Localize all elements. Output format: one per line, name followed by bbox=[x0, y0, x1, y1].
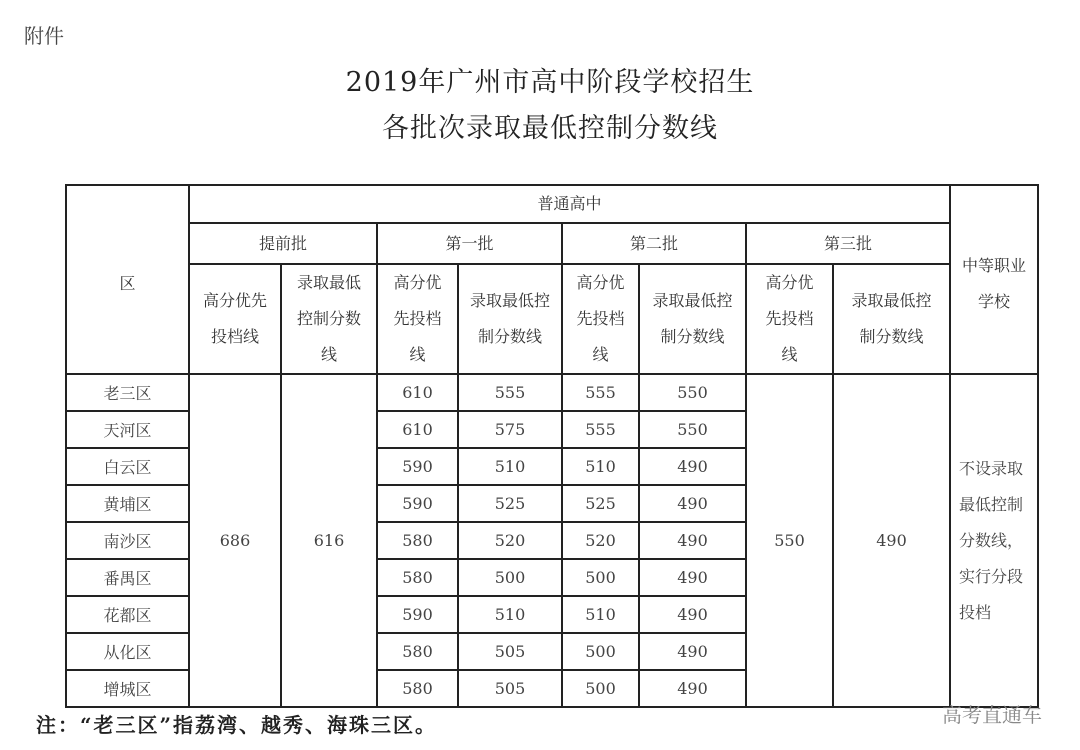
b2-high-cell: 500 bbox=[562, 633, 639, 670]
b2-min-cell: 490 bbox=[639, 485, 746, 522]
b2-min-cell: 490 bbox=[639, 522, 746, 559]
vocational-note-text: 不设录取最低控制分数线，实行分段投档 bbox=[959, 458, 1024, 622]
district-cell: 南沙区 bbox=[66, 522, 189, 559]
b2-min-header-text: 录取最低控制分数线 bbox=[652, 291, 733, 346]
b2-high-header bbox=[562, 264, 639, 374]
b2-min-cell: 550 bbox=[639, 411, 746, 448]
district-cell: 黄埔区 bbox=[66, 485, 189, 522]
general-high-school-header: 普通高中 bbox=[189, 185, 950, 223]
district-cell: 番禺区 bbox=[66, 559, 189, 596]
b2-min-cell: 550 bbox=[639, 374, 746, 411]
b2-high-cell: 510 bbox=[562, 596, 639, 633]
b1-high-cell: 610 bbox=[377, 411, 458, 448]
b3-high-value: 550 bbox=[746, 374, 833, 707]
b1-high-header bbox=[377, 264, 458, 374]
b3-high-header bbox=[746, 264, 833, 374]
early-min-value: 616 bbox=[281, 374, 377, 707]
b2-min-cell: 490 bbox=[639, 559, 746, 596]
b1-min-header bbox=[458, 264, 562, 374]
b2-high-header-text: 高分优先投档线 bbox=[576, 273, 625, 364]
b1-high-header-text: 高分优先投档线 bbox=[393, 273, 442, 364]
document-title-line1: 2019年广州市高中阶段学校招生 bbox=[345, 67, 755, 98]
area-header: 区 bbox=[66, 185, 189, 374]
b1-min-cell: 510 bbox=[458, 448, 562, 485]
early-high-header bbox=[189, 264, 281, 374]
b1-min-header-text: 录取最低控制分数线 bbox=[469, 291, 550, 346]
b2-min-cell: 490 bbox=[639, 670, 746, 707]
watermark: 高考直通车 bbox=[942, 703, 1042, 727]
b2-min-cell: 490 bbox=[639, 596, 746, 633]
batch-1-header: 第一批 bbox=[377, 223, 562, 264]
b3-high-header-text: 高分优先投档线 bbox=[765, 273, 814, 364]
b1-min-cell: 505 bbox=[458, 633, 562, 670]
district-cell: 从化区 bbox=[66, 633, 189, 670]
b1-min-cell: 505 bbox=[458, 670, 562, 707]
b2-high-cell: 500 bbox=[562, 559, 639, 596]
vocational-header bbox=[950, 185, 1038, 374]
b1-min-cell: 520 bbox=[458, 522, 562, 559]
batch-3-header: 第三批 bbox=[746, 223, 950, 264]
early-min-header bbox=[281, 264, 377, 374]
b2-high-cell: 555 bbox=[562, 374, 639, 411]
vocational-header-text: 中等职业学校 bbox=[961, 256, 1026, 311]
b1-high-cell: 590 bbox=[377, 485, 458, 522]
b2-high-cell: 520 bbox=[562, 522, 639, 559]
b1-high-cell: 580 bbox=[377, 670, 458, 707]
b1-high-cell: 610 bbox=[377, 374, 458, 411]
b3-min-header-text: 录取最低控制分数线 bbox=[851, 291, 932, 346]
b2-high-cell: 525 bbox=[562, 485, 639, 522]
vocational-note bbox=[950, 374, 1038, 707]
district-cell: 天河区 bbox=[66, 411, 189, 448]
early-high-header-text: 高分优先投档线 bbox=[202, 291, 267, 346]
b2-min-cell: 490 bbox=[639, 448, 746, 485]
b2-high-cell: 555 bbox=[562, 411, 639, 448]
batch-2-header: 第二批 bbox=[562, 223, 746, 264]
early-min-header-text: 录取最低控制分数线 bbox=[296, 273, 361, 364]
b2-min-header bbox=[639, 264, 746, 374]
score-table bbox=[65, 184, 1039, 708]
b1-high-cell: 580 bbox=[377, 559, 458, 596]
district-cell: 增城区 bbox=[66, 670, 189, 707]
b2-min-cell: 490 bbox=[639, 633, 746, 670]
b2-high-cell: 510 bbox=[562, 448, 639, 485]
district-cell: 老三区 bbox=[66, 374, 189, 411]
b1-min-cell: 525 bbox=[458, 485, 562, 522]
b3-min-value: 490 bbox=[833, 374, 950, 707]
b1-min-cell: 555 bbox=[458, 374, 562, 411]
district-cell: 白云区 bbox=[66, 448, 189, 485]
b1-min-cell: 500 bbox=[458, 559, 562, 596]
b1-high-cell: 590 bbox=[377, 448, 458, 485]
b1-min-cell: 510 bbox=[458, 596, 562, 633]
batch-early-header: 提前批 bbox=[189, 223, 377, 264]
early-high-value: 686 bbox=[189, 374, 281, 707]
b3-min-header bbox=[833, 264, 950, 374]
b1-high-cell: 580 bbox=[377, 633, 458, 670]
b1-min-cell: 575 bbox=[458, 411, 562, 448]
b1-high-cell: 590 bbox=[377, 596, 458, 633]
b2-high-cell: 500 bbox=[562, 670, 639, 707]
district-cell: 花都区 bbox=[66, 596, 189, 633]
footnote: 注：“老三区”指荔湾、越秀、海珠三区。 bbox=[36, 713, 438, 737]
attachment-label: 附件 bbox=[24, 24, 64, 48]
document-title-line2: 各批次录取最低控制分数线 bbox=[382, 113, 718, 144]
table-row bbox=[66, 374, 1038, 411]
b1-high-cell: 580 bbox=[377, 522, 458, 559]
